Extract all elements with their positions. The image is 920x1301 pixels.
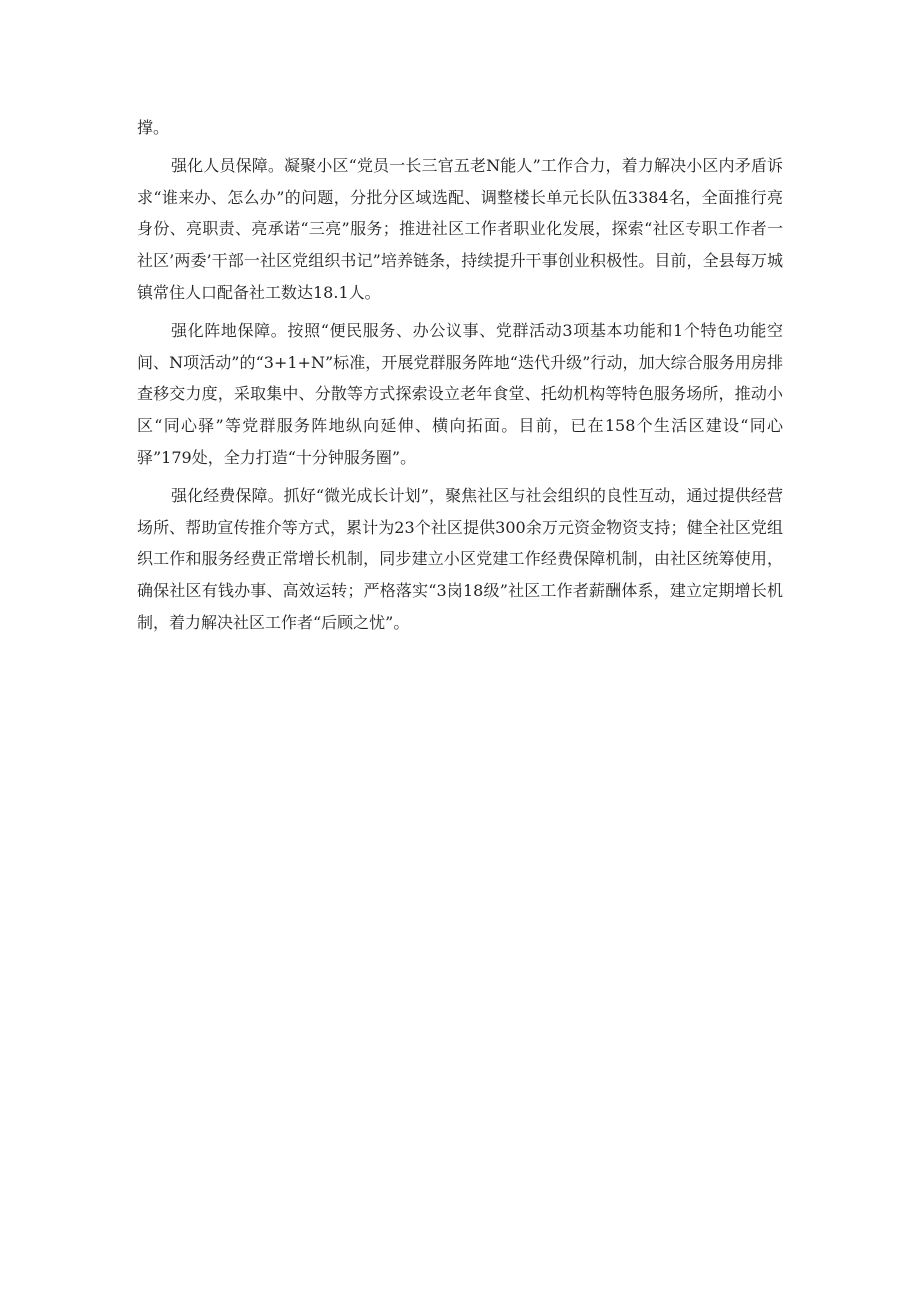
paragraph-personnel-guarantee: 强化人员保障。凝聚小区“党员一长三官五老N能人”工作合力，着力解决小区内矛盾诉求“谁来办、怎么办”的问题，分批分区域选配、调整楼长单元长队伍3384名，全面推行亮身份、亮职责、亮承诺“三亮”服务；推进社区工作者职业化发展，探索“社区专职工作者一社区’两委’干部一社区党组织书记”培养链条，持续提升干事创业积极性。目前，全县每万城镇常住人口配备社工数达18.1人。 — [137, 155, 783, 302]
paragraph-funding-guarantee: 强化经费保障。抓好“微光成长计划”，聚焦社区与社会组织的良性互动，通过提供经营场所、帮助宣传推介等方式，累计为23个社区提供300余万元资金物资支持；健全社区党组织工作和服务经费正常增长机制，同步建立小区党建工作经费保障机制，由社区统筹使用，确保社区有钱办事、高效运转；严格落实“3岗18级”社区工作者薪酬体系，建立定期增长机制，着力解决社区工作者“后顾之忧”。 — [137, 485, 783, 632]
paragraph-venue-guarantee: 强化阵地保障。按照“便民服务、办公议事、党群活动3项基本功能和1个特色功能空间、N项活动”的“3+1+N”标准，开展党群服务阵地“迭代升级”行动，加大综合服务用房排查移交力度，采取集中、分散等方式探索设立老年食堂、托幼机构等特色服务场所，推动小区“同心驿”等党群服务阵地纵向延伸、横向拓面。目前，已在158个生活区建设“同心驿”179处，全力打造“十分钟服务圈”。 — [137, 320, 783, 467]
document-page — [137, 112, 783, 645]
paragraph-continuation: 撑。 — [137, 118, 170, 137]
